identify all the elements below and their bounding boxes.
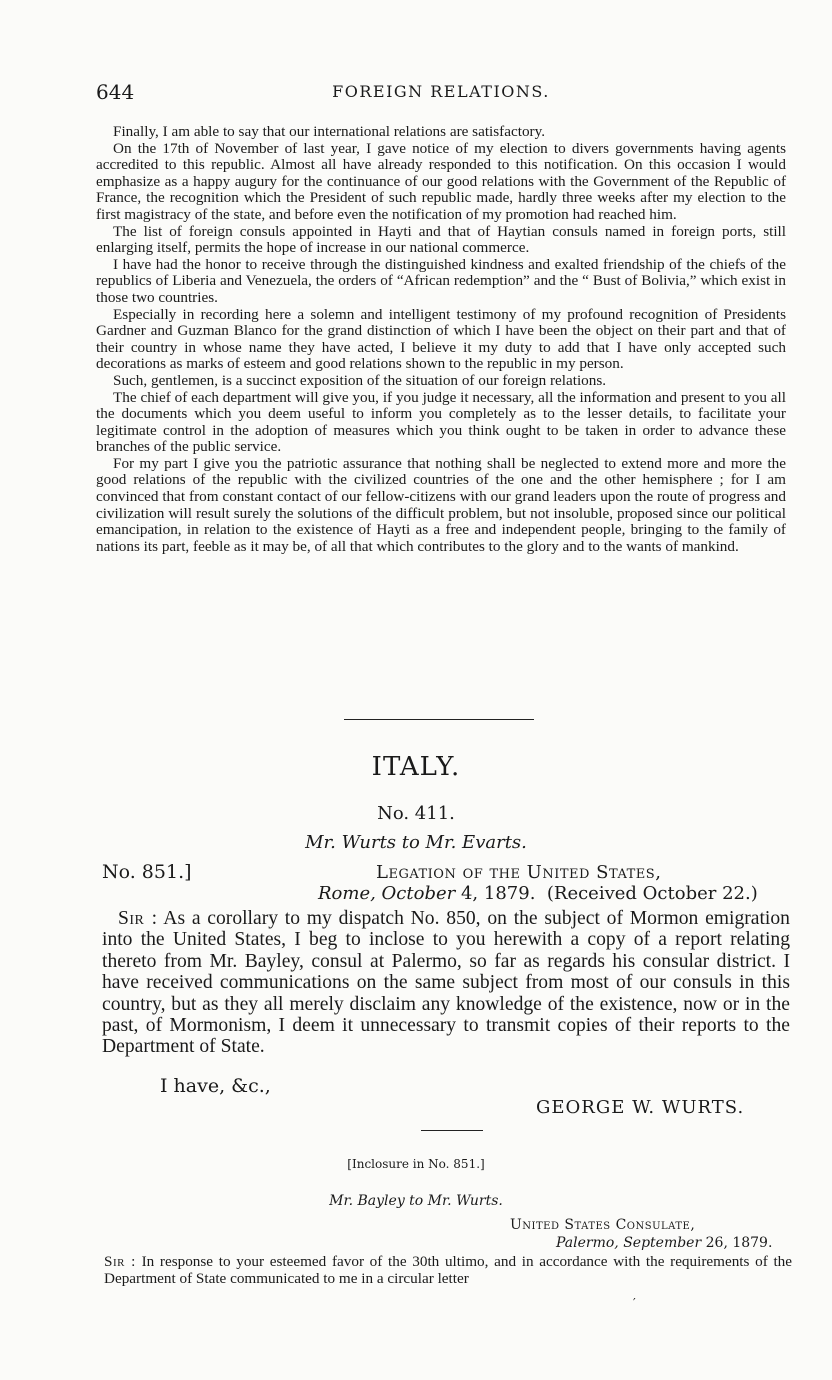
dispatch-number: No. 851.] bbox=[102, 861, 192, 883]
received-date: (Received October 22.) bbox=[546, 883, 758, 904]
inclosure-label: [Inclosure in No. 851.] bbox=[347, 1157, 485, 1171]
inclosure-body-text: In response to your esteemed favor of the 30th ultimo, and in accordance with the requirements of the Department of State communicated to me in a circular letter bbox=[104, 1253, 792, 1288]
message-paragraph: Such, gentlemen, is a succinct exposition of the situation of our foreign relations. bbox=[113, 371, 607, 389]
section-heading-italy: ITALY. bbox=[371, 752, 461, 782]
inclosure-title: Mr. Bayley to Mr. Wurts. bbox=[329, 1193, 503, 1209]
document-number: No. 411. bbox=[377, 803, 455, 824]
letter-body bbox=[102, 908, 790, 1058]
message-paragraph: Finally, I am able to say that our international relations are satisfactory. bbox=[113, 123, 545, 140]
running-head: FOREIGN RELATIONS. bbox=[332, 82, 550, 101]
message-paragraph: For my part I give you the patriotic assurance that nothing shall be neglected to extend more and more the good relations of the republic with the civilized countries of the one and the other hemisphere ; for I am convinced that from constant contact of our fellow-citizens with our grand leaders upon the route of progress and civilization will result surely the solutions of the difficult problem, but not insoluble, proposed since our political emancipation, in relation to the existence of Hayti as a free and independent people, bringing to the family of nations its part, feeble as it may be, of all that which contributes to the glory and to the wants of mankind. bbox=[96, 454, 786, 555]
salutation: Sir : bbox=[118, 908, 158, 929]
legation-address: Legation of the United States, bbox=[376, 862, 662, 883]
letter-paragraph bbox=[102, 908, 790, 1058]
dateline-place: Rome, October bbox=[318, 883, 456, 904]
inclosure-place: Palermo, September bbox=[556, 1235, 702, 1251]
dateline-date: 4, 1879. bbox=[460, 883, 536, 904]
inclosure-dateline bbox=[556, 1235, 772, 1251]
message-paragraph: The chief of each department will give you, if you judge it necessary, all the information and present to you all the documents which you deem useful to inform you completely as to the lesser details, to facilitate your legitimate control in the adoption of measures which you think ought to be taken in order to advance these branches of the public service. bbox=[96, 388, 786, 456]
message-paragraph: I have had the honor to receive through the distinguished kindness and exalted friendship of the chiefs of the republics of Liberia and Venezuela, the orders of “African redemption” and the “ Bust of Bolivia,” which exist in those two countries. bbox=[96, 255, 786, 306]
inclosure-body bbox=[104, 1253, 792, 1288]
section-divider-rule bbox=[344, 719, 534, 720]
message-paragraph: Especially in recording here a solemn and intelligent testimony of my profound recognition of Presidents Gardner and Guzman Blanco for the grand distinction of which I have been the object on their part and that of their country in whose name they have acted, I believe it my duty to add that I have only accepted such decorations as marks of esteem and good relations shown to the republic in my person. bbox=[96, 305, 786, 373]
letter-closing: I have, &c., bbox=[160, 1075, 271, 1097]
inclosure-paragraph bbox=[104, 1253, 792, 1288]
letter-title: Mr. Wurts to Mr. Evarts. bbox=[305, 832, 527, 853]
signature: GEORGE W. WURTS. bbox=[536, 1097, 745, 1118]
page-number: 644 bbox=[96, 80, 135, 104]
inclosure-date: 26, 1879. bbox=[705, 1235, 773, 1251]
message-paragraph: On the 17th of November of last year, I gave notice of my election to divers governments having agents accredited to this republic. Almost all have already responded to this notification. On this occasion I would emphasize as a happy augury for the continuance of our good relations with the Government of the Republic of France, the recognition which the President of such republic made, hardly three weeks after my election to the first magistracy of the state, and before even the notification of my promotion had reached him. bbox=[96, 139, 786, 223]
signature-divider-rule bbox=[421, 1130, 483, 1131]
footer-mark: ′ bbox=[633, 1296, 636, 1310]
inclosure-salutation: Sir : bbox=[104, 1253, 136, 1270]
letter-body-text: As a corollary to my dispatch No. 850, on the subject of Mormon emigration into the United States, I beg to inclose to you herewith a copy of a report relating thereto from Mr. Bayley, consul at Palermo, so far as regards his consular district. I have received communications on the same subject from most of our consuls in this country, but as they all merely disclaim any knowledge of the existence, now or in the past, of Mormonism, I deem it unnecessary to transmit copies of their reports to the Department of State. bbox=[102, 908, 790, 1058]
message-paragraph: The list of foreign consuls appointed in Hayti and that of Haytian consuls named in foreign ports, still enlarging itself, permits the hope of increase in our national commerce. bbox=[96, 222, 786, 257]
letter-dateline bbox=[318, 883, 758, 904]
page-header bbox=[96, 80, 786, 106]
consulate-address: United States Consulate, bbox=[510, 1217, 696, 1233]
haiti-message-text bbox=[96, 124, 786, 555]
